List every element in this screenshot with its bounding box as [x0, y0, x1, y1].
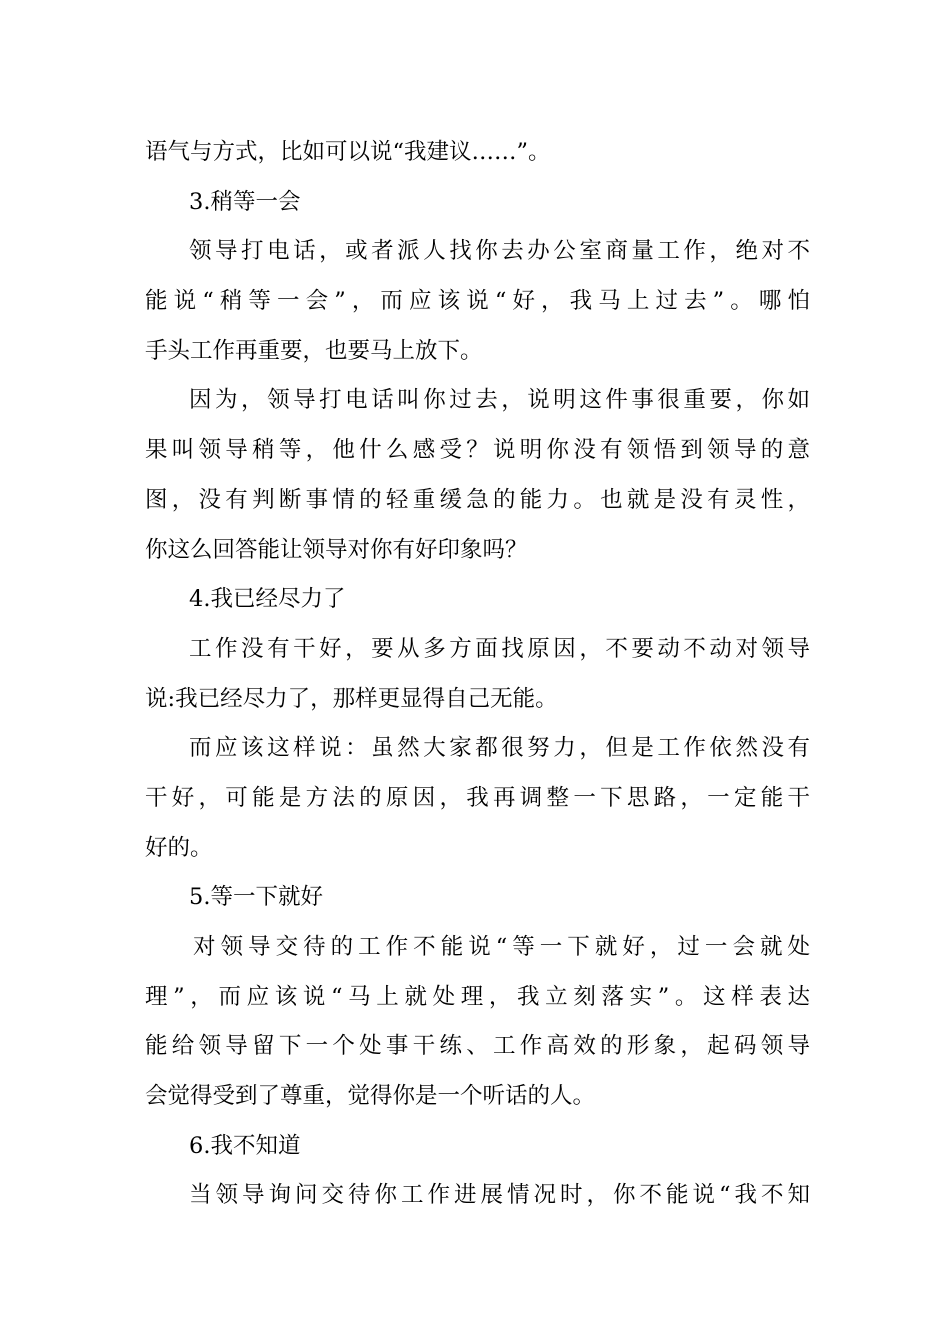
document-body — [145, 128, 810, 1221]
paragraph-line: 说:我已经尽力了，那样更显得自己无能。 — [145, 685, 558, 712]
paragraph-line: 手头工作再重要，也要马上放下。 — [145, 337, 483, 364]
section-heading: 6.我不知道 — [189, 1132, 301, 1159]
paragraph-line: 会觉得受到了尊重，觉得你是一个听话的人。 — [145, 1083, 596, 1110]
paragraph-line: 当领导询问交待你工作进展情况时，你不能说“我不知 — [189, 1182, 810, 1209]
paragraph-line: 好的。 — [145, 834, 213, 861]
paragraph-line: 能给领导留下一个处事干练、工作高效的形象，起码领导 — [145, 1033, 810, 1060]
section-heading: 5.等一下就好 — [189, 884, 323, 911]
paragraph-line: 语气与方式，比如可以说“我建议……”。 — [145, 139, 551, 165]
paragraph-line: 对领导交待的工作不能说“等一下就好，过一会就处 — [193, 934, 810, 960]
paragraph-line: 你这么回答能让领导对你有好印象吗？ — [145, 536, 528, 563]
paragraph-line: 理”，而应该说“马上就处理，我立刻落实”。这样表达 — [145, 983, 810, 1010]
paragraph-line: 干好，可能是方法的原因，我再调整一下思路，一定能干 — [145, 784, 810, 811]
paragraph-line: 而应该这样说：虽然大家都很努力，但是工作依然没有 — [189, 735, 810, 762]
paragraph-line: 工作没有干好，要从多方面找原因，不要动不动对领导 — [189, 635, 810, 662]
paragraph-line: 图，没有判断事情的轻重缓急的能力。也就是没有灵性， — [145, 486, 810, 513]
paragraph-line: 领导打电话，或者派人找你去办公室商量工作，绝对不 — [189, 238, 810, 265]
paragraph-line: 果叫领导稍等，他什么感受？说明你没有领悟到领导的意 — [145, 437, 810, 464]
paragraph-line: 能说“稍等一会”，而应该说“好，我马上过去”。哪怕 — [145, 288, 810, 315]
section-heading: 3.稍等一会 — [189, 188, 301, 215]
section-heading: 4.我已经尽力了 — [189, 586, 346, 613]
paragraph-line: 因为，领导打电话叫你过去，说明这件事很重要，你如 — [189, 387, 810, 414]
